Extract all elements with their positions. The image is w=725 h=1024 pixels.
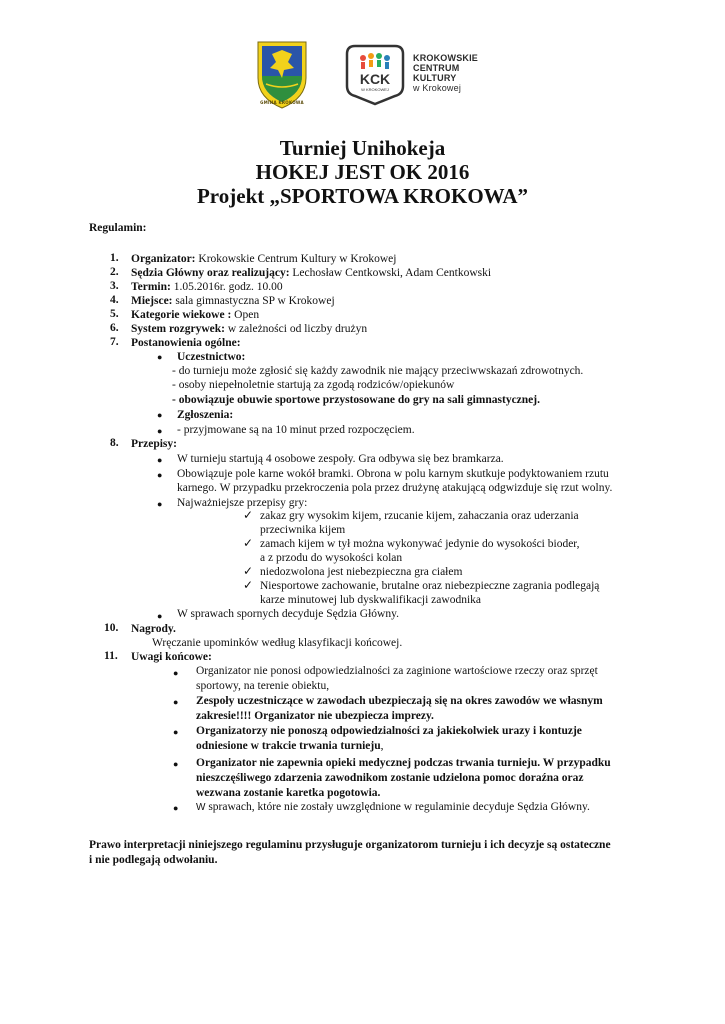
bullet-icon: ● (157, 611, 163, 621)
przepis-check-line: niedozwolona jest niebezpieczna gra ciałem (260, 566, 463, 578)
item-uwagi: Uwagi końcowe: (131, 651, 212, 663)
footer-note (89, 838, 649, 868)
przepis-check-line: przeciwnika kijem (260, 524, 346, 536)
item-label: Sędzia Główny oraz realizujący: (131, 267, 290, 279)
item-value: Lechosław Centkowski, Adam Centkowski (289, 267, 492, 279)
title-line-1: Turniej Unihokeja (279, 136, 446, 160)
item-miejsce (131, 294, 335, 308)
item-przepisy: Przepisy: (131, 438, 177, 450)
uwaga-line (196, 800, 590, 815)
uwaga-line: Organizatorzy nie ponoszą odpowiedzialności za jakiekolwiek urazy i kontuzje (196, 725, 582, 737)
uwaga-line: sportowy, na terenie obiektu, (196, 680, 330, 692)
zgloszenia-line: - przyjmowane są na 10 minut przed rozpoczęciem. (177, 424, 415, 436)
item-number: 3. (110, 280, 119, 292)
item-kategorie (131, 308, 259, 322)
item-postanowienia: Postanowienia ogólne: (131, 337, 241, 349)
bullet-icon: ● (173, 697, 179, 707)
uwaga-line: nieszczęśliwego zdarzenia zawodnikom zostanie udzielona pomoc doraźna oraz (196, 772, 584, 784)
item-value: Open (231, 309, 260, 321)
header-logos (0, 40, 725, 110)
uwaga-text: sprawach, które nie zostały uwzględnione w regulaminie decyduje Sędzia Główny. (205, 801, 590, 813)
item-number: 6. (110, 322, 119, 334)
uwaga-line: zakresie!!!! Organizator nie ubezpiecza imprezy. (196, 710, 434, 722)
footer-line-2: i nie podlegają odwołaniu. (89, 854, 218, 866)
item-label: Organizator: (131, 253, 196, 265)
bullet-icon: ● (173, 759, 179, 769)
item-number: 1. (110, 252, 119, 264)
nagrody-line: Wręczanie upominków według klasyfikacji końcowej. (152, 637, 403, 649)
uwaga-line: Organizator nie zapewnia opieki medycznej podczas trwania turnieju. W przypadku (196, 757, 611, 769)
bullet-icon: ● (157, 499, 163, 509)
kck-line-2: CENTRUM (413, 63, 460, 73)
przepis-line: W turnieju startują 4 osobowe zespoły. Gra odbywa się bez bramkarza. (177, 453, 504, 465)
uwaga-sans-w: W (196, 802, 206, 813)
item-number: 4. (110, 294, 119, 306)
footer-line-1: Prawo interpretacji niniejszego regulaminu przysługuje organizatorom turnieju i ich decyzje są ostateczne (89, 839, 611, 851)
checkmark-icon: ✓ (243, 578, 254, 592)
item-number: 11. (104, 650, 118, 662)
uczestnictwo-line: - do turnieju może zgłosić się każdy zawodnik nie mający przeciwwskazań zdrowotnych. (172, 365, 584, 377)
item-organizator (131, 252, 396, 266)
checkmark-icon: ✓ (243, 508, 254, 522)
title-line-2: HOKEJ JEST OK 2016 (255, 160, 470, 184)
przepis-check-line: karze minutowej lub dyskwalifikacji zawodnika (260, 594, 481, 606)
item-nagrody: Nagrody. (131, 623, 176, 635)
bullet-icon: ● (157, 426, 163, 436)
item-value: sala gimnastyczna SP w Krokowej (172, 295, 335, 307)
uczestnictwo-label: Uczestnictwo: (177, 351, 246, 363)
bullet-icon: ● (173, 668, 179, 678)
bullet-icon: ● (157, 410, 163, 420)
item-value: Krokowskie Centrum Kultury w Krokowej (195, 253, 397, 265)
gmina-krokowa-crest (254, 40, 310, 112)
item-label: Kategorie wiekowe : (131, 309, 232, 321)
uwaga-line (196, 739, 384, 753)
item-value: w zależności od liczby drużyn (225, 323, 368, 335)
uczestnictwo-line: - osoby niepełnoletnie startują za zgodą rodziców/opiekunów (172, 379, 455, 391)
item-label: System rozgrywek: (131, 323, 225, 335)
uwaga-bold: odniesione w trakcie trwania turnieju (196, 740, 381, 752)
item-number: 7. (110, 336, 119, 348)
item-value: 1.05.2016r. godz. 10.00 (170, 281, 283, 293)
zgloszenia-label: Zgłoszenia: (177, 409, 234, 421)
title-line-3: Projekt „SPORTOWA KROKOWA” (196, 184, 528, 208)
kck-wordmark (413, 53, 478, 93)
przepis-check-line: a z przodu do wysokości kolan (260, 552, 403, 564)
kck-badge (343, 42, 407, 106)
checkmark-icon: ✓ (243, 536, 254, 550)
kck-line-3: KULTURY (413, 73, 457, 83)
crest-caption: GMINA KROKOWA (260, 100, 304, 105)
item-system (131, 322, 367, 336)
uwaga-line: Zespoły uczestniczące w zawodach ubezpieczają się na okres zawodów we własnym (196, 695, 603, 707)
przepis-line: Najważniejsze przepisy gry: (177, 497, 308, 509)
bullet-icon: ● (157, 455, 163, 465)
item-sedzia (131, 266, 491, 280)
item-label: Termin: (131, 281, 171, 293)
bullet-icon: ● (173, 803, 179, 813)
przepis-check-line: zakaz gry wysokim kijem, rzucanie kijem, zahaczania oraz uderzania (260, 510, 579, 522)
przepis-line: W sprawach spornych decyduje Sędzia Główny. (177, 608, 399, 620)
kck-badge-letters: KCK (359, 71, 391, 87)
uwaga-line: Organizator nie ponosi odpowiedzialności za zaginione wartościowe rzeczy oraz sprzęt (196, 665, 598, 677)
bullet-icon: ● (157, 470, 163, 480)
uczestnictwo-line: - obowiązuje obuwie sportowe przystosowane do gry na sali gimnastycznej. (172, 394, 540, 406)
item-label: Miejsce: (131, 295, 173, 307)
checkmark-icon: ✓ (243, 564, 254, 578)
uwaga-line: wezwana zostanie karetka pogotowia. (196, 787, 381, 799)
regulamin-label: Regulamin: (89, 222, 147, 234)
item-number: 10. (104, 622, 119, 634)
kck-badge-sub: W KROKOWEJ (361, 87, 389, 92)
kck-line-1: KROKOWSKIE (413, 53, 478, 63)
bullet-icon: ● (173, 727, 179, 737)
uwaga-comma: , (380, 740, 384, 752)
document-title (0, 136, 725, 208)
item-termin (131, 280, 283, 294)
bullet-icon: ● (157, 352, 163, 362)
przepis-check-line: zamach kijem w tył można wykonywać jedynie do wysokości bioder, (260, 538, 580, 550)
item-number: 5. (110, 308, 119, 320)
przepis-check-line: Niesportowe zachowanie, brutalne oraz niebezpieczne zagrania podlegają (260, 580, 600, 592)
item-number: 2. (110, 266, 119, 278)
item-number: 8. (110, 437, 119, 449)
przepis-line: Obowiązuje pole karne wokół bramki. Obrona w polu karnym skutkuje podyktowaniem rzutu (177, 468, 609, 480)
przepis-line: karnego. W przypadku przekroczenia pola przez drużynę atakującą odgwizduje się rzut wolny. (177, 482, 613, 494)
kck-line-4: w Krokowej (413, 83, 462, 93)
